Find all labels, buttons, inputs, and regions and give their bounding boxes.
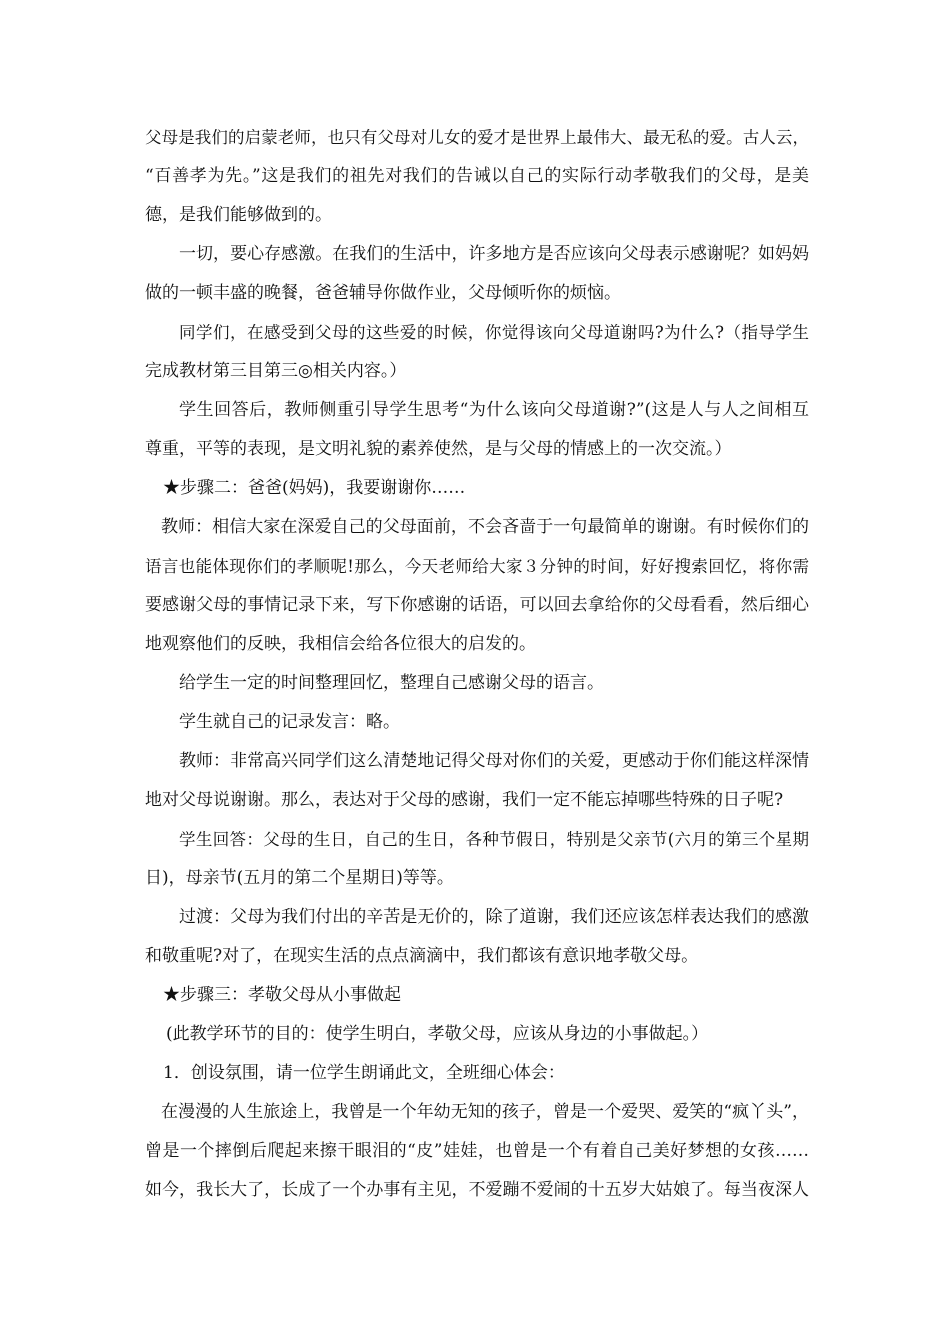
text-line: 教师：非常高兴同学们这么清楚地记得父母对你们的关爱，更感动于你们能这样深情 [179, 751, 809, 771]
section-heading: ★步骤三：孝敬父母从小事做起 [163, 985, 401, 1005]
text-line: 1．创设氛围，请一位学生朗诵此文，全班细心体会： [163, 1063, 565, 1083]
text-line: 曾是一个摔倒后爬起来擦干眼泪的“皮”娃娃，也曾是一个有着自己美好梦想的女孩…… [145, 1141, 809, 1161]
text-line: 德，是我们能够做到的。 [145, 205, 332, 225]
text-line: 语言也能体现你们的孝顺呢!那么，今天老师给大家３分钟的时间，好好搜索回忆，将你需 [145, 557, 809, 576]
text-line: 做的一顿丰盛的晚餐，爸爸辅导你做作业，父母倾听你的烦恼。 [145, 283, 621, 303]
text-line: 要感谢父母的事情记录下来，写下你感谢的话语，可以回去拿给你的父母看看，然后细心 [145, 595, 809, 615]
text-line: 日)，母亲节(五月的第二个星期日)等等。 [145, 868, 454, 888]
text-line: 如今，我长大了，长成了一个办事有主见，不爱蹦不爱闹的十五岁大姑娘了。每当夜深人 [145, 1180, 809, 1200]
document-body [145, 118, 809, 1210]
text-line: 完成教材第三目第三◎相关内容。） [145, 361, 407, 381]
text-line: 和敬重呢?对了，在现实生活的点点滴滴中，我们都该有意识地孝敬父母。 [145, 946, 699, 966]
text-line: 教师：相信大家在深爱自己的父母面前，不会吝啬于一句最简单的谢谢。有时候你们的 [161, 517, 809, 537]
section-heading: ★步骤二：爸爸(妈妈)，我要谢谢你…… [163, 478, 466, 498]
text-line: 学生回答：父母的生日，自己的生日，各种节假日，特别是父亲节(六月的第三个星期 [179, 830, 809, 849]
text-line: 地对父母说谢谢。那么，表达对于父母的感谢，我们一定不能忘掉哪些特殊的日子呢? [145, 790, 784, 810]
text-line: 父母是我们的启蒙老师，也只有父母对儿女的爱才是世界上最伟大、最无私的爱。古人云， [145, 128, 809, 147]
text-line: 在漫漫的人生旅途上，我曾是一个年幼无知的孩子，曾是一个爱哭、爱笑的“疯丫头”， [161, 1102, 809, 1122]
text-line: 过渡：父母为我们付出的辛苦是无价的，除了道谢，我们还应该怎样表达我们的感激 [179, 907, 809, 927]
text-line: 给学生一定的时间整理回忆，整理自己感谢父母的语言。 [179, 673, 604, 693]
text-line: “百善孝为先。”这是我们的祖先对我们的告诫以自己的实际行动孝敬我们的父母，是美 [145, 166, 809, 186]
text-line: (此教学环节的目的：使学生明白，孝敬父母，应该从身边的小事做起。） [166, 1024, 709, 1044]
text-line: 同学们，在感受到父母的这些爱的时候，你觉得该向父母道谢吗?为什么?（指导学生 [179, 323, 809, 342]
text-line: 学生回答后，教师侧重引导学生思考“为什么该向父母道谢?”(这是人与人之间相互 [179, 400, 809, 420]
text-line: 地观察他们的反映，我相信会给各位很大的启发的。 [145, 634, 536, 654]
text-line: 尊重，平等的表现，是文明礼貌的素养使然，是与父母的情感上的一次交流。） [145, 439, 732, 459]
text-line: 学生就自己的记录发言：略。 [179, 712, 400, 732]
text-line: 一切，要心存感激。在我们的生活中，许多地方是否应该向父母表示感谢呢？如妈妈 [179, 244, 809, 264]
